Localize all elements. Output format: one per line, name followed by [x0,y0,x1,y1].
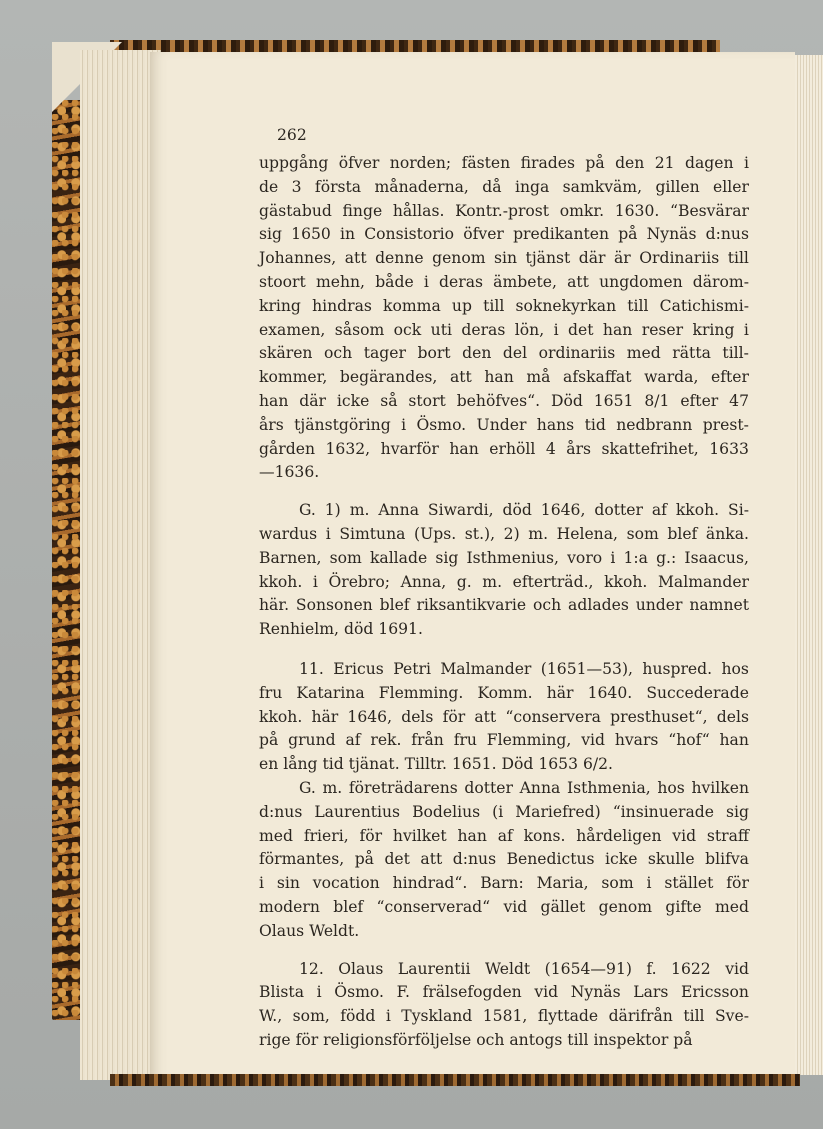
text-line: Renhielm, död 1691. [259,620,423,639]
text-line: med frieri, för hvilket han af kons. hårdeligen vid straff [259,826,749,845]
text-line: G. 1) m. Anna Siwardi, död 1646, dotter af kkoh. Si- [299,501,749,520]
text-line: 12. Olaus Laurentii Weldt (1654—91) f. 1622 vid [299,959,749,978]
page-text [259,152,749,1053]
page-number: 262 [277,126,307,144]
text-line: W., som, född i Tyskland 1581, flyttade därifrån till Sve- [259,1007,749,1026]
text-line: kkoh. i Örebro; Anna, g. m. efterträd., kkoh. Malmander [259,572,749,591]
text-line: Johannes, att denne genom sin tjänst där är Ordinariis till [259,249,749,268]
text-line: skären och tager bort den del ordinariis med rätta till- [259,344,749,363]
text-line: uppgång öfver norden; fästen firades på den 21 dagen i [259,154,749,172]
text-line: Blista i Ösmo. F. frälsefogden vid Nynäs Lars Ericsson [259,983,749,1002]
text-line: års tjänstgöring i Ösmo. Under hans tid nedbrann prest- [259,415,749,434]
book-cover-top-edge [110,40,720,52]
paragraph [259,499,749,642]
text-line: Olaus Weldt. [259,921,360,940]
text-line: de 3 första månaderna, då inga samkväm, gillen eller [259,177,749,196]
paragraph [259,152,749,485]
paragraph [259,658,749,777]
book-cover-bottom-edge [110,1074,800,1086]
text-line: en lång tid tjänat. Tilltr. 1651. Död 1653 6/2. [259,755,614,774]
text-line: wardus i Simtuna (Ups. st.), 2) m. Helena, som blef änka. [259,524,749,543]
text-line: här. Sonsonen blef riksantikvarie och adlades under namnet [259,596,749,615]
text-line: d:nus Laurentius Bodelius (i Mariefred) “insinuerade sig [259,802,749,821]
text-line: i sin vocation hindrad“. Barn: Maria, som i stället för [259,874,749,893]
book-cover-marbled-spine [52,100,82,1020]
text-line: Barnen, som kallade sig Isthmenius, voro i 1:a g.: Isaacus, [259,548,749,567]
text-line: gästabud finge hållas. Kontr.-prost omkr. 1630. “Besvärar [259,201,749,220]
text-line: gården 1632, hvarför han erhöll 4 års skattefrihet, 1633 [259,439,749,458]
next-page-edge [795,55,823,1075]
text-line: på grund af rek. från fru Flemming, vid hvars “hof“ han [259,731,749,750]
text-line: sig 1650 in Consistorio öfver predikanten på Nynäs d:nus [259,225,749,244]
page-stack-edges [80,50,161,1080]
text-line: kommer, begärandes, att han må afskaffat warda, efter [259,368,749,387]
text-line: modern blef “conserverad“ vid gället genom gifte med [259,897,749,916]
text-line: han där icke så stort behöfves“. Död 1651 8/1 efter 47 [259,391,749,410]
text-line: rige för religionsförföljelse och antogs till inspektor på [259,1030,693,1049]
text-line: fru Katarina Flemming. Komm. här 1640. Succederade [259,683,749,702]
text-line: 11. Ericus Petri Malmander (1651—53), huspred. hos [299,659,749,678]
text-line: G. m. företrädarens dotter Anna Isthmenia, hos hvilken [299,778,749,797]
text-line: stoort mehn, både i deras ämbete, att ungdomen därom- [259,272,749,291]
text-line: examen, såsom ock uti deras lön, i det han reser kring i [259,320,749,339]
text-line: kkoh. här 1646, dels för att “conservera presthuset“, dels [259,707,749,726]
text-line: förmantes, på det att d:nus Benedictus icke skulle blifva [259,850,749,869]
text-line: kring hindras komma up till soknekyrkan till Catichismi- [259,296,749,315]
paragraph [259,958,749,1053]
text-line: —1636. [259,463,320,482]
paragraph [259,777,749,944]
